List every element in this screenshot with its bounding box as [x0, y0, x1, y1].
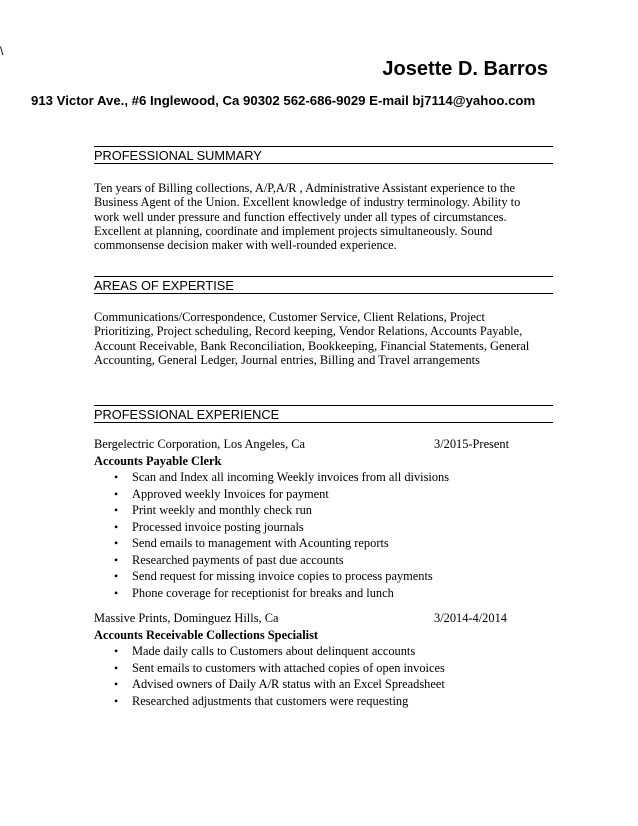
job-header — [94, 610, 553, 627]
list-item: • Approved weekly Invoices for payment — [94, 486, 553, 503]
list-item: • Sent emails to customers with attached copies of open invoices — [94, 660, 553, 677]
expertise-heading: AREAS OF EXPERTISE — [94, 276, 553, 294]
list-item: • Send emails to management with Acounting reports — [94, 535, 553, 552]
experience-section — [94, 405, 553, 423]
summary-line: work well under pressure and function effectively under all types of circumstances. — [94, 209, 507, 224]
list-item: • Advised owners of Daily A/R status with an Excel Spreadsheet — [94, 676, 553, 693]
job-header — [94, 436, 553, 453]
list-item: • Researched adjustments that customers were requesting — [94, 693, 553, 710]
expertise-line: Prioritizing, Project scheduling, Record keeping, Vendor Relations, Accounts Payable, — [94, 324, 523, 339]
job-entry — [94, 436, 553, 601]
summary-line: Ten years of Billing collections, A/P,A/R , Administrative Assistant experience to the — [94, 181, 516, 195]
job-company: Bergelectric Corporation, Los Angeles, Ca — [94, 437, 306, 451]
experience-heading: PROFESSIONAL EXPERIENCE — [94, 405, 553, 423]
job-duties-list — [94, 643, 553, 709]
expertise-line: Account Receivable, Bank Reconciliation, Bookkeeping, Financial Statements, General — [94, 338, 530, 353]
summary-section — [94, 146, 553, 252]
list-item: • Phone coverage for receptionist for breaks and lunch — [94, 585, 553, 602]
list-item: • Processed invoice posting journals — [94, 519, 553, 536]
summary-line: commonsense decision maker with well-rounded experience. — [94, 238, 397, 253]
expertise-line: Communications/Correspondence, Customer Service, Client Relations, Project — [94, 310, 485, 324]
stray-mark: \ — [0, 44, 4, 58]
job-dates: 3/2014-4/2014 — [434, 611, 507, 625]
expertise-section — [94, 276, 553, 367]
job-dates: 3/2015-Present — [434, 437, 510, 451]
job-duties-list — [94, 469, 553, 601]
job-title: Accounts Receivable Collections Specialist — [94, 627, 319, 642]
contact-line: 913 Victor Ave., #6 Inglewood, Ca 90302 562-686-9029 E-mail bj7114@yahoo.com — [31, 93, 536, 108]
list-item: • Print weekly and monthly check run — [94, 502, 553, 519]
list-item: • Send request for missing invoice copies to process payments — [94, 568, 553, 585]
candidate-name: Josette D. Barros — [382, 58, 548, 80]
expertise-line: Accounting, General Ledger, Journal entries, Billing and Travel arrangements — [94, 352, 480, 367]
summary-line: Excellent at planning, coordinate and implement projects simultaneously. Sound — [94, 223, 493, 238]
summary-heading: PROFESSIONAL SUMMARY — [94, 146, 553, 164]
job-title: Accounts Payable Clerk — [94, 453, 222, 468]
list-item: • Made daily calls to Customers about delinquent accounts — [94, 643, 553, 660]
job-entry — [94, 610, 553, 709]
summary-line: Business Agent of the Union. Excellent knowledge of industry terminology. Ability to — [94, 195, 521, 210]
list-item: • Scan and Index all incoming Weekly invoices from all divisions — [94, 469, 553, 486]
list-item: • Researched payments of past due accounts — [94, 552, 553, 569]
job-company: Massive Prints, Dominguez Hills, Ca — [94, 611, 279, 625]
